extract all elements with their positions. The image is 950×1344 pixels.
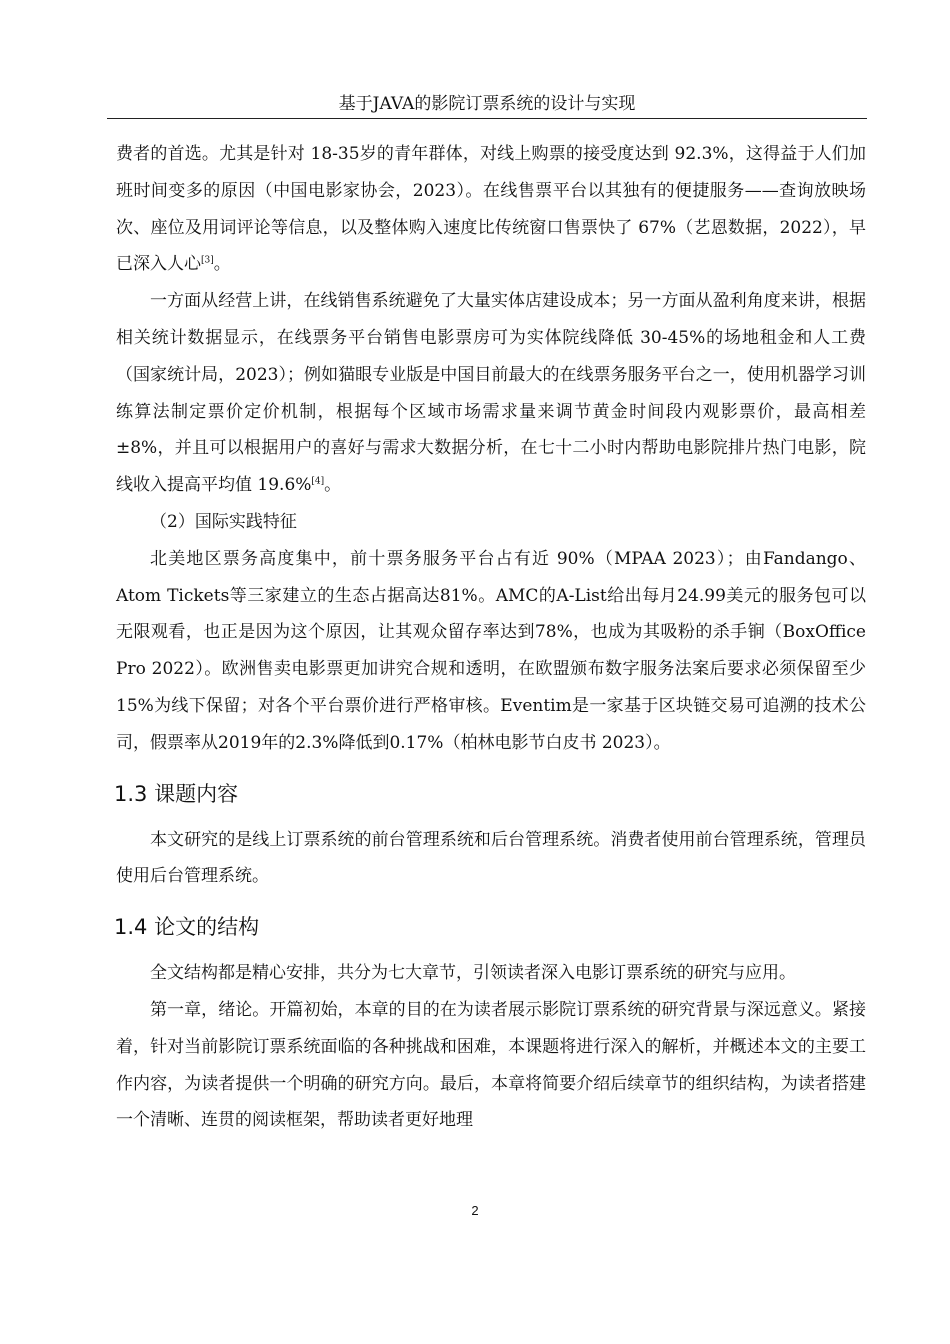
citation-3: [3] xyxy=(201,255,214,266)
paragraph-2: 一方面从经营上讲，在线销售系统避免了大量实体店建设成本；另一方面从盈利角度来讲，根据相关统计数据显示，在线票务平台销售电影票房可为实体院线降低 30-45%的场地租金和人工费（国家统计局，2023）；例如猫眼专业版是中国目前最大的在线票务服务平台之一，使用机器学习训练算法制定票价定价机制，根据每个区域市场需求量来调节黄金时间段内观影票价，最高相差 ±8%，并且可以根据用户的喜好与需求大数据分析，在七十二小时内帮助电影院排片热门电影，院线收入提高平均值 19.6%[4]。 xyxy=(116,291,866,496)
paragraph-4: 本文研究的是线上订票系统的前台管理系统和后台管理系统。消费者使用前台管理系统，管理员使用后台管理系统。 xyxy=(116,829,866,887)
paragraph-5: 全文结构都是精心安排，共分为七大章节，引领读者深入电影订票系统的研究与应用。 xyxy=(150,963,796,984)
paragraph-1: 费者的首选。尤其是针对 18-35岁的青年群体，对线上购票的接受度达到 92.3%，这得益于人们加班时间变多的原因（中国电影家协会，2023）。在线售票平台以其独有的便捷服务——查询放映场次、座位及用词评论等信息，以及整体购入速度比传统窗口售票快了 67%（艺恩数据，2022），早已深入人心[3]。 xyxy=(116,144,866,275)
paragraph-3: 北美地区票务高度集中，前十票务服务平台占有近 90%（MPAA 2023）；由Fandango、Atom Tickets等三家建立的生态占据高达81%。AMC的A-List给出每月24.99美元的服务包可以无限观看，也正是因为这个原因，让其观众留存率达到78%，也成为其吸粉的杀手锏（BoxOffice Pro 2022）。欧洲售卖电影票更加讲究合规和透明，在欧盟颁布数字服务法案后要求必须保留至少15%为线下保留；对各个平台票价进行严格审核。Eventim是一家基于区块链交易可追溯的技术公司，假票率从2019年的2.3%降低到0.17%（柏林电影节白皮书 2023）。 xyxy=(116,548,866,753)
citation-4: [4] xyxy=(311,476,325,487)
section-heading-1-4: 1.4 论文的结构 xyxy=(114,915,260,940)
sub-heading-international: （2）国际实践特征 xyxy=(150,511,297,532)
section-heading-1-3: 1.3 课题内容 xyxy=(114,781,239,806)
paragraph-6: 第一章，绪论。开篇初始，本章的目的在为读者展示影院订票系统的研究背景与深远意义。紧接着，针对当前影院订票系统面临的各种挑战和困难，本课题将进行深入的解析，并概述本文的主要工作内容，为读者提供一个明确的研究方向。最后，本章将简要介绍后续章节的组织结构，为读者搭建一个清晰、连贯的阅读框架，帮助读者更好地理 xyxy=(116,999,866,1131)
document-body xyxy=(116,136,866,1139)
page-number: 2 xyxy=(471,1203,479,1218)
header-title: 基于JAVA的影院订票系统的设计与实现 xyxy=(338,94,636,114)
page-header xyxy=(107,92,867,119)
